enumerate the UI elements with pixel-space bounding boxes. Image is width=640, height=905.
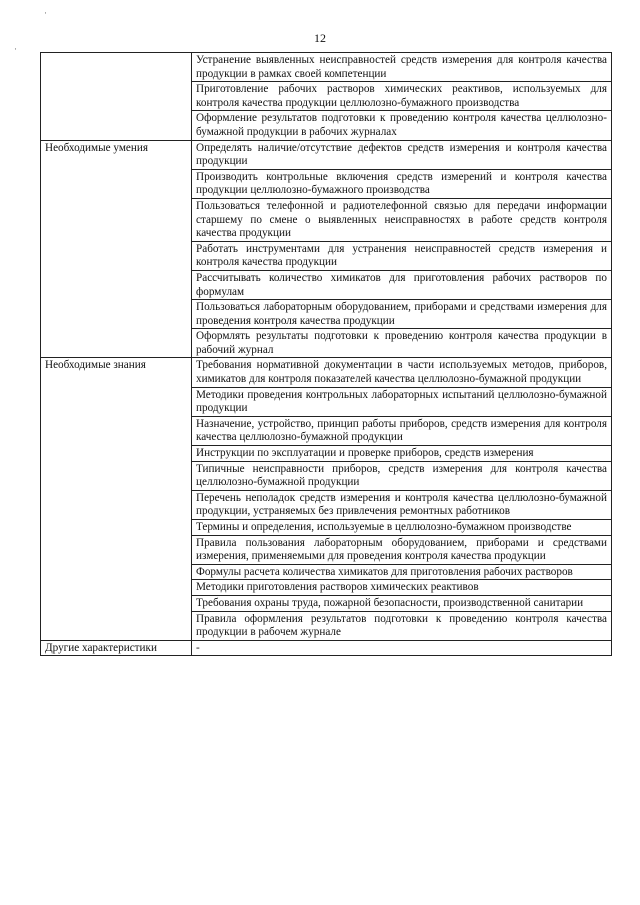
item-cell: Методики проведения контрольных лабораторных испытаний целлюлозно-бумажной продукции [192, 387, 612, 416]
item-cell: Правила пользования лабораторным оборудованием, приборами и средствами измерения, применяемыми для проведения контроля качества продукции [192, 535, 612, 564]
table-row [41, 358, 612, 387]
section-label [41, 53, 192, 141]
item-cell: Назначение, устройство, принцип работы приборов, средств измерения для контроля качества целлюлозно-бумажной продукции [192, 416, 612, 445]
page-number: 12 [314, 31, 326, 45]
item-cell: - [192, 640, 612, 656]
item-cell: Формулы расчета количества химикатов для приготовления рабочих растворов [192, 564, 612, 580]
characteristics-table [40, 52, 612, 656]
item-cell: Требования охраны труда, пожарной безопасности, производственной санитарии [192, 595, 612, 611]
item-cell: Приготовление рабочих растворов химических реактивов, используемых для контроля качества продукции целлюлозно-бумажного производства [192, 82, 612, 111]
item-cell: Рассчитывать количество химикатов для приготовления рабочих растворов по формулам [192, 270, 612, 299]
section-label: Необходимые знания [41, 358, 192, 640]
item-cell: Работать инструментами для устранения неисправностей средств измерения и контроля качества продукции [192, 241, 612, 270]
item-cell: Оформлять результаты подготовки к проведению контроля качества продукции в рабочий журнал [192, 329, 612, 358]
item-cell: Инструкции по эксплуатации и проверке приборов, средств измерения [192, 446, 612, 462]
section-label: Необходимые умения [41, 140, 192, 358]
table-row [41, 53, 612, 82]
item-cell: Определять наличие/отсутствие дефектов средств измерения и контроля качества продукции [192, 140, 612, 169]
table-body [41, 53, 612, 656]
item-cell: Пользоваться телефонной и радиотелефонной связью для передачи информации старшему по смене о выявленных неисправностях в работе средств контроля качества продукции [192, 198, 612, 241]
item-cell: Требования нормативной документации в части используемых методов, приборов, химикатов для контроля показателей качества целлюлозно-бумажной продукции [192, 358, 612, 387]
section-label: Другие характеристики [41, 640, 192, 656]
item-cell: Устранение выявленных неисправностей средств измерения для контроля качества продукции в рамках своей компетенции [192, 53, 612, 82]
item-cell: Производить контрольные включения средств измерений и контроля качества продукции целлюлозно-бумажного производства [192, 169, 612, 198]
item-cell: Термины и определения, используемые в целлюлозно-бумажном производстве [192, 520, 612, 536]
item-cell: Оформление результатов подготовки к проведению контроля качества целлюлозно-бумажной продукции в рабочих журналах [192, 111, 612, 140]
item-cell: Правила оформления результатов подготовки к проведению контроля качества продукции в рабочем журнале [192, 611, 612, 640]
table-row [41, 140, 612, 169]
item-cell: Перечень неполадок средств измерения и контроля качества целлюлозно-бумажной продукции, устраняемых без привлечения ремонтных работников [192, 490, 612, 519]
scan-mark: · [44, 8, 47, 18]
item-cell: Методики приготовления растворов химических реактивов [192, 580, 612, 596]
item-cell: Пользоваться лабораторным оборудованием, приборами и средствами измерения для проведения контроля качества продукции [192, 300, 612, 329]
scan-mark: · [14, 44, 17, 54]
table-row [41, 640, 612, 656]
item-cell: Типичные неисправности приборов, средств измерения для контроля качества целлюлозно-бумажной продукции [192, 461, 612, 490]
